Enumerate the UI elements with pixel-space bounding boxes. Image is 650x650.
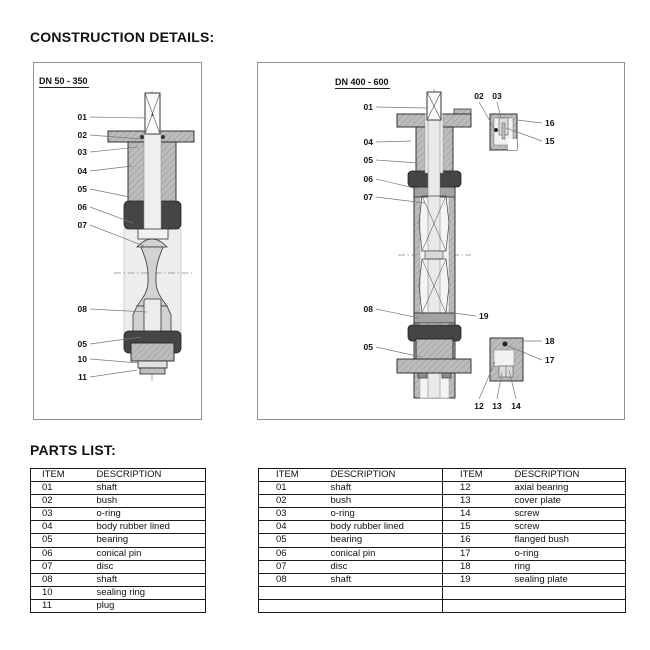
table-header-row	[259, 469, 626, 482]
part-number-label: 10	[77, 354, 87, 364]
table-cell: 17	[443, 547, 498, 560]
table-cell	[259, 599, 314, 612]
part-number-label: 15	[545, 136, 555, 146]
dn-range-label-right: DN 400 - 600	[335, 77, 389, 87]
table-row	[31, 560, 206, 573]
table-cell: shaft	[314, 573, 443, 586]
table-cell: 11	[31, 599, 86, 612]
valve-cross-section-dn400-600	[258, 63, 624, 419]
column-header: DESCRIPTION	[86, 469, 206, 482]
leader-line	[376, 141, 411, 142]
table-cell: 08	[259, 573, 314, 586]
column-header: ITEM	[259, 469, 314, 482]
leader-line	[517, 120, 542, 123]
table-row	[259, 586, 626, 599]
upper-shaft	[145, 93, 160, 134]
part-number-label: 16	[545, 118, 555, 128]
table-cell	[259, 586, 314, 599]
table-cell	[498, 599, 626, 612]
column-header: ITEM	[31, 469, 86, 482]
part-number-label: 03	[77, 147, 87, 157]
table-cell: conical pin	[86, 547, 206, 560]
table-row	[31, 534, 206, 547]
table-cell: o-ring	[86, 508, 206, 521]
table-cell: bush	[314, 495, 443, 508]
column-header: DESCRIPTION	[498, 469, 626, 482]
part-number-label: 02	[77, 130, 87, 140]
detail-view-bottom-bearing	[490, 338, 523, 381]
table-row	[31, 508, 206, 521]
table-row	[31, 482, 206, 495]
table-header-row	[31, 469, 206, 482]
table-cell: bearing	[86, 534, 206, 547]
part-number-label: 05	[77, 339, 87, 349]
table-cell: plug	[86, 599, 206, 612]
disc-hub	[425, 251, 443, 259]
part-number-label: 18	[545, 336, 555, 346]
table-cell	[314, 586, 443, 599]
part-number-label: 05	[363, 155, 373, 165]
part-number-label: 06	[363, 174, 373, 184]
table-row	[259, 573, 626, 586]
table-cell: shaft	[86, 482, 206, 495]
table-cell: 01	[31, 482, 86, 495]
table-cell: axial bearing	[498, 482, 626, 495]
table-cell: 06	[31, 547, 86, 560]
part-number-label: 11	[78, 372, 87, 382]
parts-list-title: PARTS LIST:	[30, 442, 116, 458]
part-number-label: 05	[77, 184, 87, 194]
column-header: ITEM	[443, 469, 498, 482]
plug	[140, 368, 165, 374]
part-number-label: 04	[363, 137, 373, 147]
table-row	[259, 547, 626, 560]
leader-line	[454, 313, 476, 316]
table-cell: 08	[31, 573, 86, 586]
table-cell: 19	[443, 573, 498, 586]
part-number-label: 07	[77, 220, 87, 230]
part-number-label: 19	[479, 311, 489, 321]
table-cell: 07	[259, 560, 314, 573]
table-cell: disc	[86, 560, 206, 573]
table-cell	[443, 586, 498, 599]
table-cell: 02	[259, 495, 314, 508]
table-cell: shaft	[86, 573, 206, 586]
diagram-dn50-350	[33, 62, 202, 420]
dn-range-label-left: DN 50 - 350	[39, 76, 88, 86]
table-cell: body rubber lined	[314, 521, 443, 534]
table-cell: shaft	[314, 482, 443, 495]
table-cell: screw	[498, 508, 626, 521]
table-cell: 03	[31, 508, 86, 521]
sealing-ring	[138, 361, 167, 368]
leader-line	[90, 166, 132, 171]
part-number-label: 12	[474, 401, 484, 411]
table-cell: 14	[443, 508, 498, 521]
part-number-label: 13	[492, 401, 502, 411]
table-cell: 04	[259, 521, 314, 534]
table-row	[31, 521, 206, 534]
table-cell: 05	[259, 534, 314, 547]
shaft-channel	[144, 131, 161, 231]
table-cell: body rubber lined	[86, 521, 206, 534]
table-cell: sealing ring	[86, 586, 206, 599]
page-title: CONSTRUCTION DETAILS:	[30, 29, 215, 45]
leader-line	[90, 117, 145, 118]
table-cell: 16	[443, 534, 498, 547]
leader-line	[90, 189, 130, 197]
table-row	[259, 534, 626, 547]
table-cell: bush	[86, 495, 206, 508]
part-number-label: 05	[363, 342, 373, 352]
table-cell: 18	[443, 560, 498, 573]
table-cell	[443, 599, 498, 612]
diagram-dn400-600	[257, 62, 625, 420]
table-cell: o-ring	[314, 508, 443, 521]
table-cell: 15	[443, 521, 498, 534]
leader-line	[90, 370, 137, 377]
part-number-label: 14	[511, 401, 521, 411]
parts-table-right	[258, 468, 626, 613]
table-cell: screw	[498, 521, 626, 534]
table-row	[259, 495, 626, 508]
table-cell: 06	[259, 547, 314, 560]
table-cell: conical pin	[314, 547, 443, 560]
table-row	[31, 599, 206, 612]
table-cell: flanged bush	[498, 534, 626, 547]
bottom-bearing-housing	[131, 343, 174, 361]
part-number-label: 08	[363, 304, 373, 314]
table-cell: 03	[259, 508, 314, 521]
table-cell: 10	[31, 586, 86, 599]
table-cell: 01	[259, 482, 314, 495]
leader-line	[376, 160, 418, 163]
parts-table-left	[30, 468, 206, 613]
leader-line	[376, 107, 427, 108]
table-row	[31, 495, 206, 508]
table-cell: ring	[498, 560, 626, 573]
table-row	[259, 599, 626, 612]
table-row	[259, 560, 626, 573]
part-number-label: 17	[545, 355, 555, 365]
table-row	[31, 586, 206, 599]
sealing-plate-band	[414, 313, 455, 323]
table-cell: disc	[314, 560, 443, 573]
part-number-label: 01	[77, 112, 87, 122]
table-cell: 12	[443, 482, 498, 495]
table-cell: 13	[443, 495, 498, 508]
column-header: DESCRIPTION	[314, 469, 443, 482]
table-cell: 07	[31, 560, 86, 573]
table-cell	[314, 599, 443, 612]
table-row	[259, 508, 626, 521]
part-number-label: 03	[492, 91, 502, 101]
table-cell: sealing plate	[498, 573, 626, 586]
part-number-label: 07	[363, 192, 373, 202]
table-row	[31, 573, 206, 586]
valve-cross-section-dn50-350	[34, 63, 201, 419]
table-cell: o-ring	[498, 547, 626, 560]
part-number-label: 02	[474, 91, 484, 101]
table-cell: 02	[31, 495, 86, 508]
part-number-label: 08	[77, 304, 87, 314]
table-cell: cover plate	[498, 495, 626, 508]
table-cell	[498, 586, 626, 599]
leader-line	[376, 309, 419, 318]
table-row	[259, 482, 626, 495]
table-cell: bearing	[314, 534, 443, 547]
part-number-label: 06	[77, 202, 87, 212]
part-number-label: 04	[77, 166, 87, 176]
part-number-label: 01	[363, 102, 373, 112]
upper-shaft	[427, 92, 441, 120]
table-cell: 04	[31, 521, 86, 534]
detail-view-top-bush	[490, 114, 517, 150]
table-row	[31, 547, 206, 560]
table-cell: 05	[31, 534, 86, 547]
table-row	[259, 521, 626, 534]
